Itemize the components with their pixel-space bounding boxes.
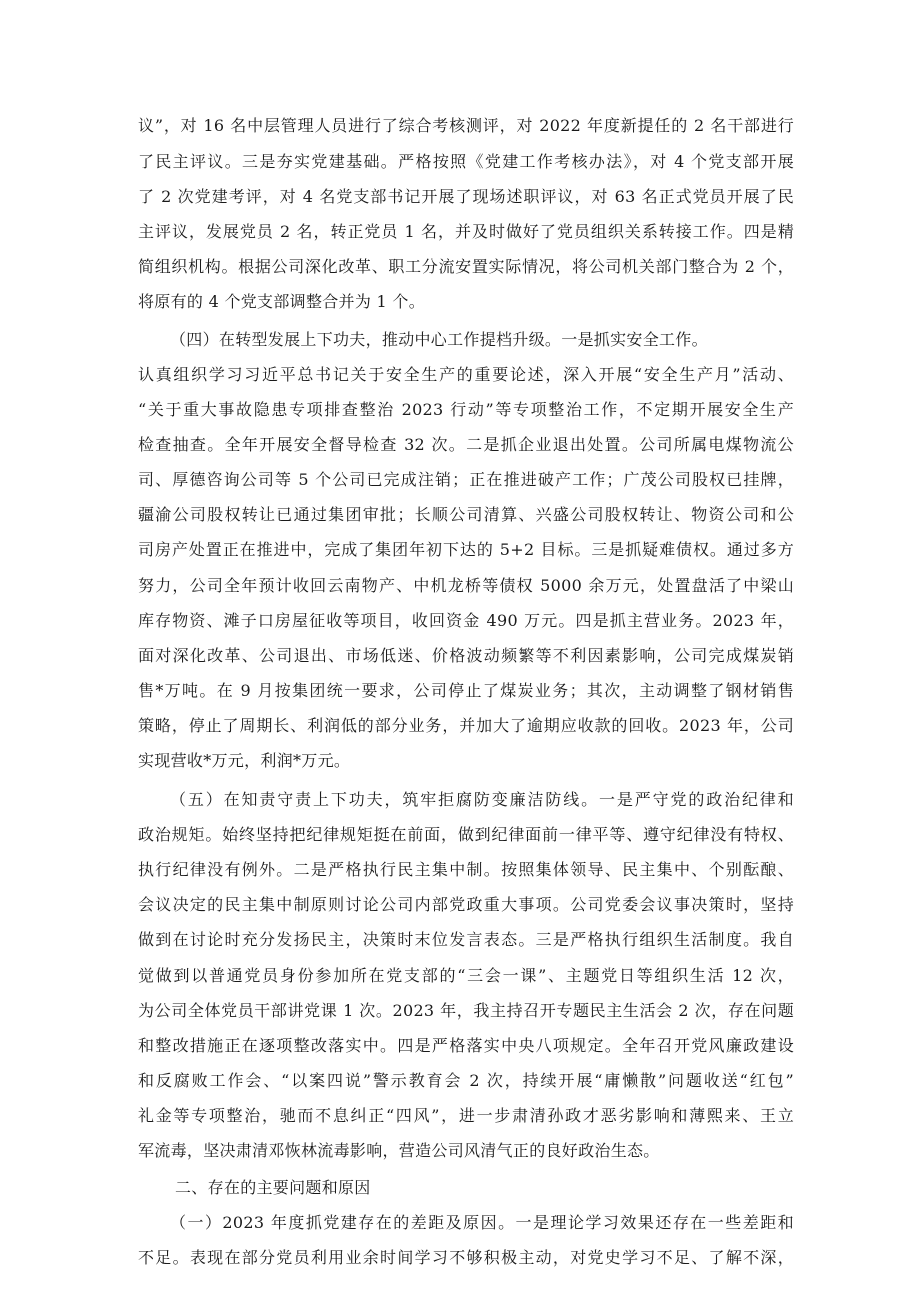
text-line: 政治规矩。始终坚持把纪律规矩挺在前面，做到纪律面前一律平等、遵守纪律没有特权、 <box>138 825 794 844</box>
text-line: 将原有的 4 个党支部调整合并为 1 个。 <box>138 292 426 311</box>
text-line: 议”，对 16 名中层管理人员进行了综合考核测评，对 2022 年度新提任的 2 名干部进行 <box>138 116 794 135</box>
text-line: 司、厚德咨询公司等 5 个公司已完成注销；正在推进破产工作；广茂公司股权已挂牌， <box>138 470 794 489</box>
section-heading-4: （四）在转型发展上下功夫，推动中心工作提档升级。一是抓实安全工作。 <box>170 330 708 349</box>
text-line: 努力，公司全年预计收回云南物产、中机龙桥等债权 5000 余万元，处置盘活了中梁山 <box>138 576 794 595</box>
section-heading-5: （五）在知责守责上下功夫，筑牢拒腐防变廉洁防线。一是严守党的政治纪律和 <box>170 790 794 809</box>
text-line: 库存物资、滩子口房屋征收等项目，收回资金 490 万元。四是抓主营业务。2023 年， <box>138 611 794 630</box>
section-title: 二、存在的主要问题和原因 <box>175 1178 371 1197</box>
text-line: 做到在讨论时充分发扬民主，决策时末位发言表态。三是严格执行组织生活制度。我自 <box>138 930 794 949</box>
text-line: 认真组织学习习近平总书记关于安全生产的重要论述，深入开展“安全生产月”活动、 <box>138 365 794 384</box>
text-line: 实现营收*万元，利润*万元。 <box>138 751 351 770</box>
text-line: 面对深化改革、公司退出、市场低迷、价格波动频繁等不利因素影响，公司完成煤炭销 <box>138 646 794 665</box>
text-line: 主评议，发展党员 2 名，转正党员 1 名，并及时做好了党员组织关系转接工作。四是精 <box>138 222 794 241</box>
text-line: 疆渝公司股权转让已通过集团审批；长顺公司清算、兴盛公司股权转让、物资公司和公 <box>138 505 794 524</box>
text-line: 会议决定的民主集中制原则讨论公司内部党政重大事项。公司党委会议事决策时，坚持 <box>138 895 794 914</box>
text-line: 售*万吨。在 9 月按集团统一要求，公司停止了煤炭业务；其次，主动调整了钢材销售 <box>138 681 794 700</box>
text-line: 礼金等专项整治，驰而不息纠正“四风”，进一步肃清孙政才恶劣影响和薄熙来、王立 <box>138 1106 794 1125</box>
text-line: 检查抽查。全年开展安全督导检查 32 次。二是抓企业退出处置。公司所属电煤物流公 <box>138 435 794 454</box>
subsection-heading-1: （一）2023 年度抓党建存在的差距及原因。一是理论学习效果还存在一些差距和 <box>170 1213 794 1232</box>
text-line: 策略，停止了周期长、利润低的部分业务，并加大了逾期应收款的回收。2023 年，公司 <box>138 716 794 735</box>
text-line: 为公司全体党员干部讲党课 1 次。2023 年，我主持召开专题民主生活会 2 次，存在问题 <box>138 1001 794 1020</box>
text-line: 觉做到以普通党员身份参加所在党支部的“三会一课”、主题党日等组织生活 12 次， <box>138 966 794 985</box>
text-line: “关于重大事故隐患专项排查整治 2023 行动”等专项整治工作，不定期开展安全生产 <box>138 400 794 419</box>
text-line: 和整改措施正在逐项整改落实中。四是严格落实中央八项规定。全年召开党风廉政建设 <box>138 1036 794 1055</box>
text-line: 司房产处置正在推进中，完成了集团年初下达的 5+2 目标。三是抓疑难债权。通过多方 <box>138 540 794 559</box>
text-line: 了 2 次党建考评，对 4 名党支部书记开展了现场述职评议，对 63 名正式党员开展了民 <box>138 187 794 206</box>
text-line: 不足。表现在部分党员利用业余时间学习不够积极主动，对党史学习不足、了解不深， <box>138 1248 794 1267</box>
text-line: 和反腐败工作会、“以案四说”警示教育会 2 次，持续开展“庸懒散”问题收送“红包” <box>138 1071 794 1090</box>
text-line: 执行纪律没有例外。二是严格执行民主集中制。按照集体领导、民主集中、个别酝酿、 <box>138 860 794 879</box>
text-line: 了民主评议。三是夯实党建基础。严格按照《党建工作考核办法》，对 4 个党支部开展 <box>138 152 794 171</box>
text-line: 军流毒，坚决肃清邓恢林流毒影响，营造公司风清气正的良好政治生态。 <box>138 1141 660 1160</box>
text-line: 简组织机构。根据公司深化改革、职工分流安置实际情况，将公司机关部门整合为 2 个， <box>138 257 794 276</box>
